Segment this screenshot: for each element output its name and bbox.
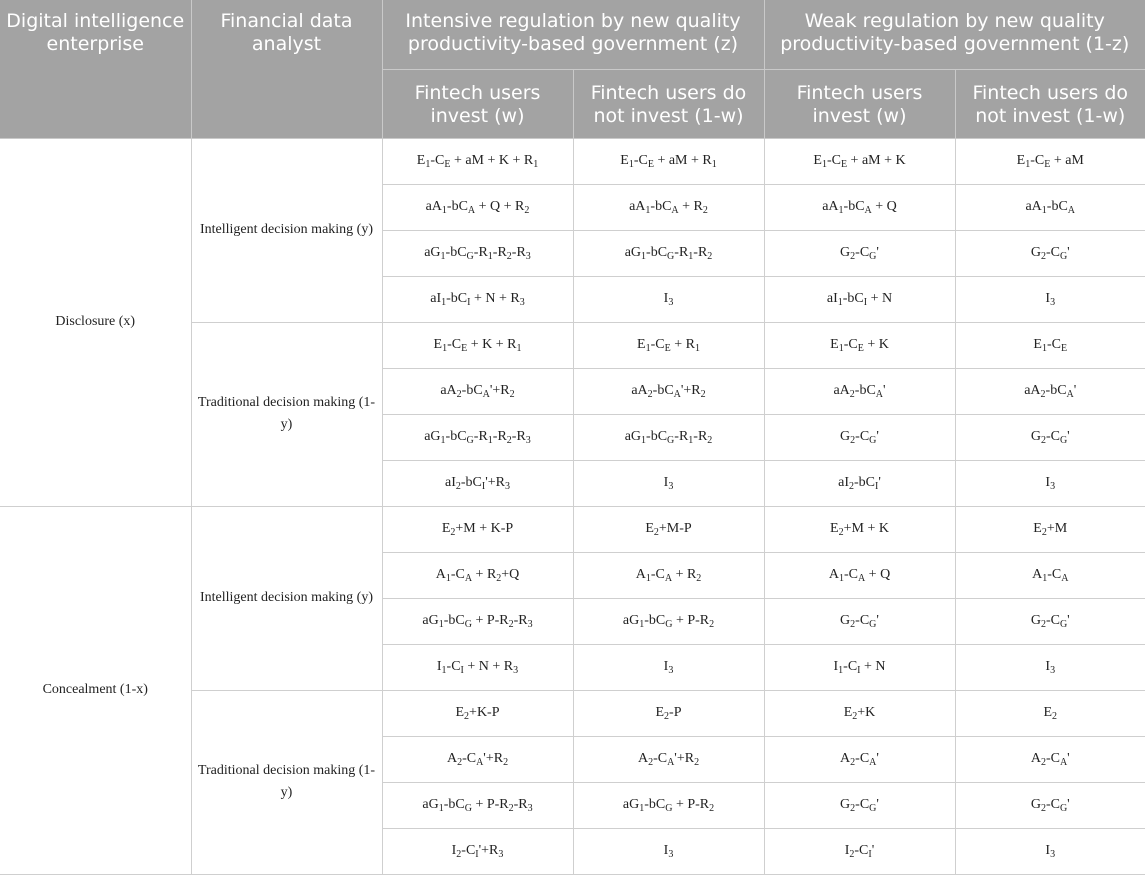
payoff-cell: $aG_1-bC_G + P-R_2$ bbox=[573, 598, 764, 644]
payoff-cell: $aG_1-bC_G-R_1-R_2-R_3$ bbox=[382, 414, 573, 460]
header-weak-not-invest: Fintech users do not invest (1-w) bbox=[955, 69, 1145, 138]
payoff-cell: $aG_1-bC_G + P-R_2$ bbox=[573, 782, 764, 828]
payoff-cell: $G_2-C_G'$ bbox=[955, 598, 1145, 644]
payoff-cell: $I_1-C_I + N + R_3$ bbox=[382, 644, 573, 690]
payoff-cell: $E_1-C_E + K + R_1$ bbox=[382, 322, 573, 368]
payoff-cell: $G_2-C_G'$ bbox=[955, 414, 1145, 460]
strategy-label-analyst: Traditional decision making (1-y) bbox=[191, 322, 382, 506]
table-row bbox=[0, 506, 1145, 552]
table-header bbox=[0, 0, 1145, 138]
payoff-cell: $aA_1-bC_A + R_2$ bbox=[573, 184, 764, 230]
payoff-cell: $A_1-C_A + Q$ bbox=[764, 552, 955, 598]
payoff-cell: $I_3$ bbox=[573, 460, 764, 506]
payoff-cell: $E_2-P$ bbox=[573, 690, 764, 736]
payoff-cell: $I_1-C_I + N$ bbox=[764, 644, 955, 690]
payoff-cell: $G_2-C_G'$ bbox=[764, 782, 955, 828]
payoff-cell: $A_1-C_A$ bbox=[955, 552, 1145, 598]
payoff-cell: $aG_1-bC_G + P-R_2-R_3$ bbox=[382, 598, 573, 644]
payoff-cell: $I_2-C_I'$ bbox=[764, 828, 955, 874]
payoff-cell: $E_1-C_E$ + aM + K bbox=[764, 138, 955, 184]
strategy-label-analyst: Intelligent decision making (y) bbox=[191, 506, 382, 690]
payoff-cell: $aA_1-bC_A + Q + R_2$ bbox=[382, 184, 573, 230]
payoff-cell: $E_2+M + K-P$ bbox=[382, 506, 573, 552]
header-analyst: Financial data analyst bbox=[191, 0, 382, 138]
payoff-cell: $aI_1-bC_I + N + R_3$ bbox=[382, 276, 573, 322]
payoff-cell: $A_1-C_A + R_2+Q$ bbox=[382, 552, 573, 598]
payoff-cell: $aI_1-bC_I + N$ bbox=[764, 276, 955, 322]
strategy-label-analyst: Intelligent decision making (y) bbox=[191, 138, 382, 322]
payoff-cell: $E_1-C_E + K$ bbox=[764, 322, 955, 368]
payoff-cell: $E_1-C_E$ + aM bbox=[955, 138, 1145, 184]
table-body bbox=[0, 138, 1145, 874]
strategy-label-enterprise: Disclosure (x) bbox=[0, 138, 191, 506]
strategy-label-enterprise: Concealment (1-x) bbox=[0, 506, 191, 874]
payoff-cell: $aG_1-bC_G-R_1-R_2$ bbox=[573, 414, 764, 460]
header-intensive-regulation: Intensive regulation by new quality productivity-based government (z) bbox=[382, 0, 764, 69]
payoff-cell: $aI_2-bC_I'+R_3$ bbox=[382, 460, 573, 506]
header-weak-invest: Fintech users invest (w) bbox=[764, 69, 955, 138]
header-row-top bbox=[0, 0, 1145, 69]
payoff-cell: $aA_2-bC_A'+R_2$ bbox=[382, 368, 573, 414]
payoff-cell: $aG_1-bC_G + P-R_2-R_3$ bbox=[382, 782, 573, 828]
payoff-cell: $G_2-C_G'$ bbox=[955, 230, 1145, 276]
payoff-cell: $aI_2-bC_I'$ bbox=[764, 460, 955, 506]
payoff-cell: $G_2-C_G'$ bbox=[764, 598, 955, 644]
payoff-cell: $A_2-C_A'+R_2$ bbox=[382, 736, 573, 782]
payoff-cell: $E_2+K$ bbox=[764, 690, 955, 736]
payoff-cell: $E_2+K-P$ bbox=[382, 690, 573, 736]
payoff-cell: $G_2-C_G'$ bbox=[764, 414, 955, 460]
payoff-cell: $E_1-C_E + R_1$ bbox=[573, 322, 764, 368]
payoff-cell: $E_2+M-P$ bbox=[573, 506, 764, 552]
payoff-cell: $aA_1-bC_A$ bbox=[955, 184, 1145, 230]
payoff-cell: $aA_2-bC_A'$ bbox=[955, 368, 1145, 414]
payoff-cell: $aA_2-bC_A'+R_2$ bbox=[573, 368, 764, 414]
payoff-cell: $aA_1-bC_A + Q$ bbox=[764, 184, 955, 230]
payoff-cell: $A_2-C_A'$ bbox=[955, 736, 1145, 782]
payoff-cell: $A_2-C_A'$ bbox=[764, 736, 955, 782]
header-weak-regulation: Weak regulation by new quality productivity-based government (1-z) bbox=[764, 0, 1145, 69]
payoff-cell: $E_1-C_E$ + aM + $K + R_1$ bbox=[382, 138, 573, 184]
payoff-cell: $I_3$ bbox=[573, 828, 764, 874]
table-row bbox=[0, 138, 1145, 184]
payoff-cell: $aG_1-bC_G-R_1-R_2$ bbox=[573, 230, 764, 276]
header-intensive-invest: Fintech users invest (w) bbox=[382, 69, 573, 138]
payoff-cell: $E_1-C_E$ bbox=[955, 322, 1145, 368]
payoff-cell: $E_2+M$ bbox=[955, 506, 1145, 552]
header-enterprise: Digital intelligence enterprise bbox=[0, 0, 191, 138]
payoff-cell: $I_3$ bbox=[955, 644, 1145, 690]
payoff-cell: $E_2$ bbox=[955, 690, 1145, 736]
payoff-cell: $E_1-C_E$ + aM + $R_1$ bbox=[573, 138, 764, 184]
payoff-cell: $A_1-C_A + R_2$ bbox=[573, 552, 764, 598]
payoff-cell: $I_3$ bbox=[573, 276, 764, 322]
payoff-cell: $I_3$ bbox=[573, 644, 764, 690]
payoff-cell: $A_2-C_A'+R_2$ bbox=[573, 736, 764, 782]
strategy-label-analyst: Traditional decision making (1-y) bbox=[191, 690, 382, 874]
payoff-cell: $I_3$ bbox=[955, 828, 1145, 874]
payoff-cell: $G_2-C_G'$ bbox=[955, 782, 1145, 828]
payoff-cell: $E_2+M + K$ bbox=[764, 506, 955, 552]
header-intensive-not-invest: Fintech users do not invest (1-w) bbox=[573, 69, 764, 138]
payoff-cell: $I_2-C_I'+R_3$ bbox=[382, 828, 573, 874]
payoff-cell: $I_3$ bbox=[955, 460, 1145, 506]
payoff-cell: $G_2-C_G'$ bbox=[764, 230, 955, 276]
payoff-cell: $I_3$ bbox=[955, 276, 1145, 322]
payoff-cell: $aA_2-bC_A'$ bbox=[764, 368, 955, 414]
payoff-cell: $aG_1-bC_G-R_1-R_2-R_3$ bbox=[382, 230, 573, 276]
